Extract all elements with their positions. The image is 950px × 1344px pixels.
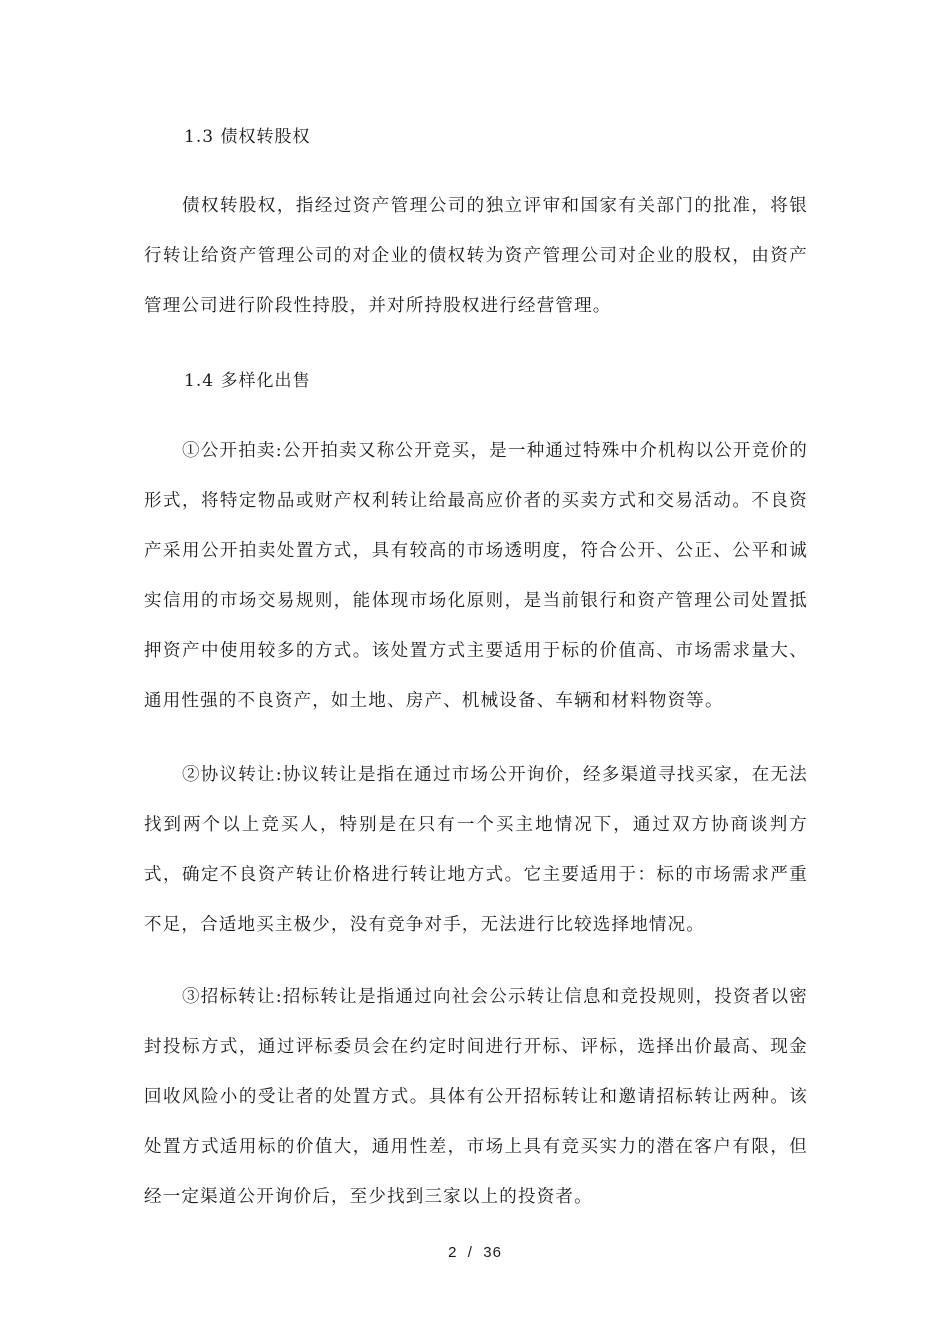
paragraph-debt-to-equity: 债权转股权，指经过资产管理公司的独立评审和国家有关部门的批准，将银行转让给资产管理公司的对企业的债权转为资产管理公司对企业的股权，由资产管理公司进行阶段性持股，并对所持股权进行经营管理。	[144, 196, 808, 316]
section-heading-1-3: 1.3 债权转股权	[184, 127, 311, 147]
page-number: 2 / 36	[448, 1244, 502, 1261]
paragraph-public-auction: ①公开拍卖:公开拍卖又称公开竞买，是一种通过特殊中介机构以公开竞价的形式，将特定物品或财产权利转让给最高应价者的买卖方式和交易活动。不良资产采用公开拍卖处置方式，具有较高的市场透明度，符合公开、公正、公平和诚实信用的市场交易规则，能体现市场化原则，是当前银行和资产管理公司处置抵押资产中使用较多的方式。该处置方式主要适用于标的价值高、市场需求量大、通用性强的不良资产，如土地、房产、机械设备、车辆和材料物资等。	[144, 441, 808, 711]
paragraph-tender-transfer: ③招标转让:招标转让是指通过向社会公示转让信息和竞投规则，投资者以密封投标方式，通过评标委员会在约定时间进行开标、评标，选择出价最高、现金回收风险小的受让者的处置方式。具体有公开招标转让和邀请招标转让两种。该处置方式适用标的价值大，通用性差，市场上具有竞买实力的潜在客户有限，但经一定渠道公开询价后，至少找到三家以上的投资者。	[144, 987, 808, 1207]
paragraph-agreement-transfer: ②协议转让:协议转让是指在通过市场公开询价，经多渠道寻找买家，在无法找到两个以上竞买人，特别是在只有一个买主地情况下，通过双方协商谈判方式，确定不良资产转让价格进行转让地方式。它主要适用于：标的市场需求严重不足，合适地买主极少，没有竞争对手，无法进行比较选择地情况。	[144, 765, 808, 935]
section-heading-1-4: 1.4 多样化出售	[184, 371, 311, 391]
